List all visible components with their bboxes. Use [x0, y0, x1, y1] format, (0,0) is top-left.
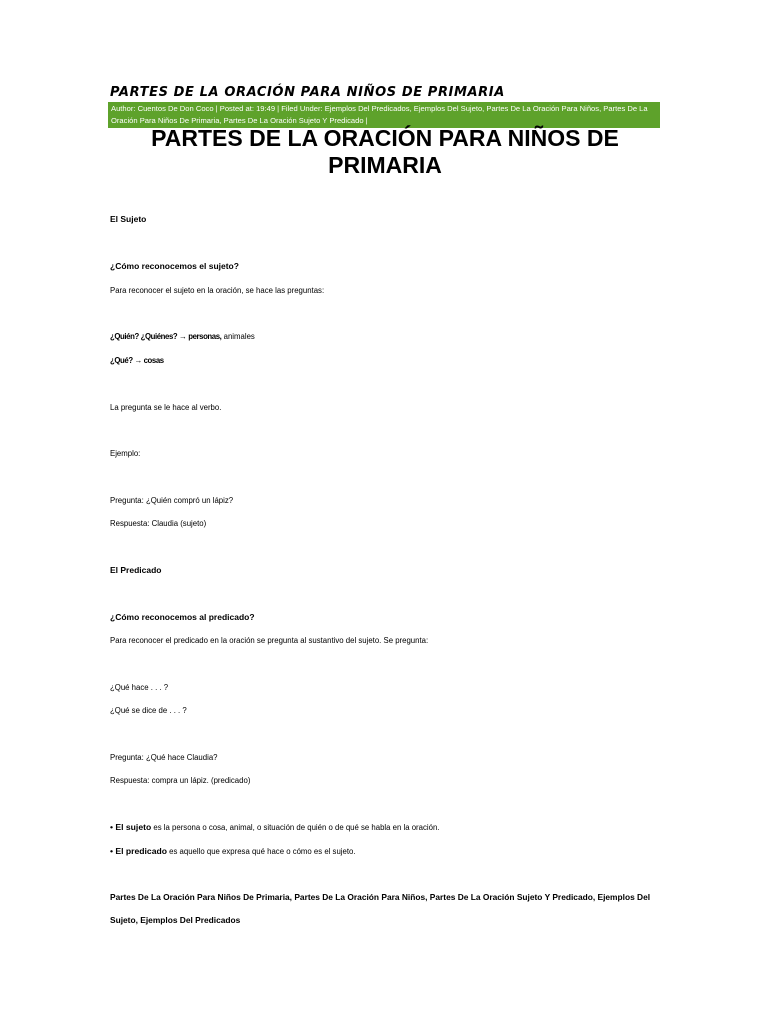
predicado-term: • El predicado [110, 846, 167, 856]
sujeto-example-answer: Respuesta: Claudia (sujeto) [110, 519, 207, 528]
predicado-question-what-said: ¿Qué se dice de . . . ? [110, 706, 187, 715]
sujeto-intro: Para reconocer el sujeto en la oración, se hace las preguntas: [110, 286, 325, 295]
example-label: Ejemplo: [110, 449, 141, 458]
verb-note: La pregunta se le hace al verbo. [110, 403, 222, 412]
predicado-question-what-does: ¿Qué hace . . . ? [110, 683, 169, 692]
predicado-intro: Para reconocer el predicado en la oración se pregunta al sustantivo del sujeto. Se pregunta: [110, 636, 429, 645]
document-title: PARTES DE LA ORACIÓN PARA NIÑOS DE PRIMARIA [151, 125, 619, 178]
summary-predicado [110, 846, 356, 856]
post-meta-bar: Author: Cuentos De Don Coco | Posted at: 19:49 | Filed Under: Ejemplos Del Predicados, Ejemplos Del Sujeto, Partes De La Oración Para Niños, Partes De La Oración Para Niños De Primaria, Partes De La Oración Sujeto Y Predicado | [108, 102, 660, 128]
summary-sujeto [110, 822, 439, 832]
predicado-question: ¿Cómo reconocemos al predicado? [110, 612, 255, 622]
predicado-definition: es aquello que expresa qué hace o cómo es el sujeto. [166, 847, 356, 856]
sujeto-question-who [110, 332, 255, 341]
tags-line-1: Partes De La Oración Para Niños De Primaria, Partes De La Oración Para Niños, Partes De La Oración Sujeto Y Predicado, Ejemplos Del [110, 892, 651, 902]
who-question: ¿Quién? ¿Quiénes? → personas, [110, 332, 222, 341]
sujeto-question: ¿Cómo reconocemos el sujeto? [110, 261, 239, 271]
predicado-example-question: Pregunta: ¿Qué hace Claudia? [110, 753, 218, 762]
tags-line-2: Sujeto, Ejemplos Del Predicados [110, 915, 241, 925]
sujeto-term: • El sujeto [110, 822, 152, 832]
sujeto-definition: es la persona o cosa, animal, o situación de quién o de qué se habla en la oración. [151, 823, 440, 832]
sujeto-example-question: Pregunta: ¿Quién compró un lápiz? [110, 496, 234, 505]
blog-post-title[interactable]: PARTES DE LA ORACIÓN PARA NIÑOS DE PRIMARIA [110, 85, 505, 100]
sujeto-question-what: ¿Qué? → cosas [110, 356, 164, 365]
who-tail: animales [221, 332, 255, 341]
predicado-heading: El Predicado [110, 565, 162, 575]
sujeto-heading: El Sujeto [110, 214, 147, 224]
predicado-example-answer: Respuesta: compra un lápiz. (predicado) [110, 776, 251, 785]
